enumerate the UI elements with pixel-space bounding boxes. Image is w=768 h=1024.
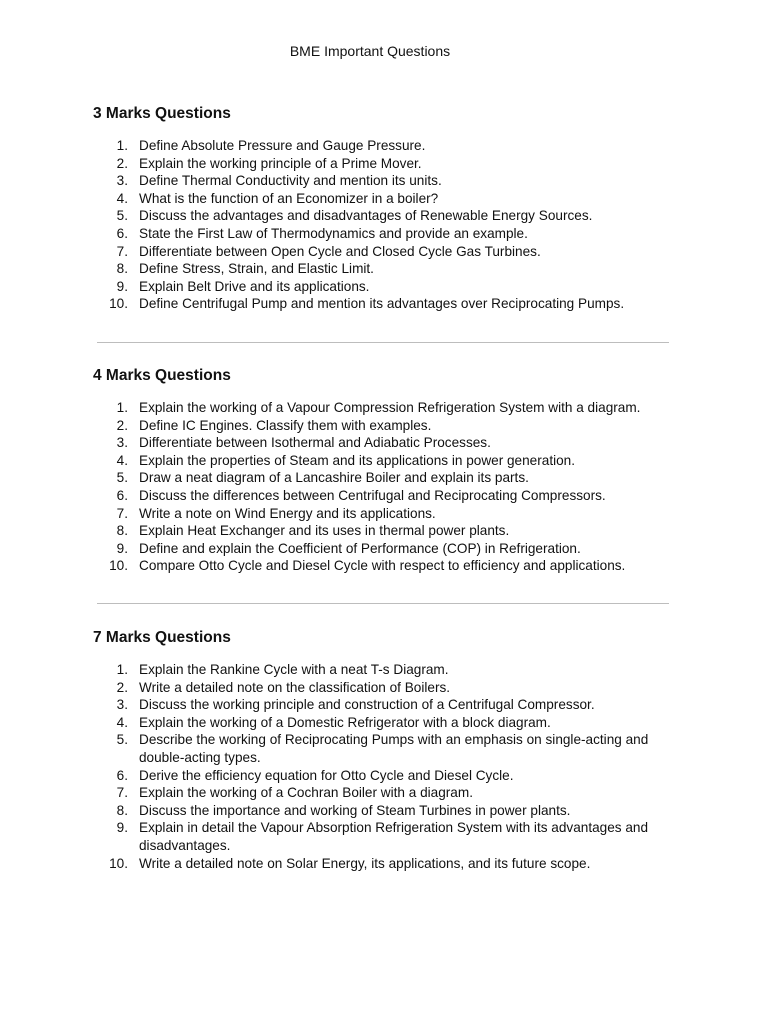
item-text: Define Thermal Conductivity and mention its units. [139, 173, 442, 189]
item-number: 3. [116, 173, 128, 189]
item-number: 8. [116, 261, 128, 277]
item-number: 2. [116, 417, 128, 433]
section-divider [97, 342, 669, 343]
document-title: BME Important Questions [289, 43, 451, 59]
list-item [93, 679, 683, 697]
list-item [93, 243, 683, 261]
item-number: 5. [116, 208, 128, 224]
item-text: Explain Belt Drive and its applications. [139, 278, 370, 294]
item-text: State the First Law of Thermodynamics and provide an example. [139, 225, 528, 241]
item-text: Define and explain the Coefficient of Performance (COP) in Refrigeration. [139, 540, 581, 556]
item-number: 6. [116, 767, 128, 783]
section-3-marks [93, 104, 683, 313]
item-text: Define IC Engines. Classify them with examples. [139, 417, 432, 433]
item-text: Write a detailed note on Solar Energy, its applications, and its future scope. [139, 855, 591, 871]
item-text: Explain the working of a Vapour Compression Refrigeration System with a diagram. [139, 400, 641, 415]
list-item [93, 696, 683, 714]
list-item [93, 819, 683, 854]
item-number: 4. [116, 714, 128, 730]
list-item [93, 784, 683, 802]
list-item [93, 207, 683, 225]
question-list [93, 137, 683, 313]
item-number: 1. [116, 138, 128, 153]
list-item [93, 540, 683, 558]
item-number: 6. [116, 487, 128, 503]
item-text: Draw a neat diagram of a Lancashire Boiler and explain its parts. [139, 470, 529, 486]
section-divider [97, 603, 669, 604]
item-text: Define Stress, Strain, and Elastic Limit. [139, 261, 374, 277]
list-item [93, 469, 683, 487]
list-item [93, 487, 683, 505]
list-item [93, 260, 683, 278]
item-text: Explain the working of a Cochran Boiler with a diagram. [139, 785, 473, 801]
section-heading: 4 Marks Questions [93, 367, 231, 384]
item-text: Discuss the working principle and construction of a Centrifugal Compressor. [139, 697, 595, 713]
item-text: Define Absolute Pressure and Gauge Pressure. [139, 138, 426, 153]
list-item [93, 767, 683, 785]
item-text: Explain the Rankine Cycle with a neat T-s Diagram. [139, 662, 449, 677]
item-text: Write a detailed note on the classification of Boilers. [139, 679, 451, 695]
item-number: 10. [109, 558, 128, 574]
item-number: 2. [116, 155, 128, 171]
item-number: 9. [116, 540, 128, 556]
item-text: Explain the working principle of a Prime Mover. [139, 155, 422, 171]
item-text: What is the function of an Economizer in a boiler? [139, 190, 439, 206]
item-number: 1. [116, 400, 128, 415]
list-item [93, 557, 683, 575]
list-item [93, 452, 683, 470]
item-text: Discuss the differences between Centrifugal and Reciprocating Compressors. [139, 487, 606, 503]
item-text: Define Centrifugal Pump and mention its advantages over Reciprocating Pumps. [139, 296, 625, 312]
item-number: 10. [109, 296, 128, 312]
list-item [93, 802, 683, 820]
item-text: Explain the working of a Domestic Refrigerator with a block diagram. [139, 714, 551, 730]
item-number: 3. [116, 435, 128, 451]
list-item [93, 714, 683, 732]
item-number: 4. [116, 190, 128, 206]
item-number: 7. [116, 505, 128, 521]
section-4-marks [93, 366, 683, 575]
item-text: Explain the properties of Steam and its applications in power generation. [139, 452, 576, 468]
item-number: 5. [116, 732, 128, 748]
list-item [93, 434, 683, 452]
item-text: Compare Otto Cycle and Diesel Cycle with respect to efficiency and applications. [139, 558, 626, 574]
item-number: 2. [116, 679, 128, 695]
list-item [93, 137, 683, 155]
item-text: Write a note on Wind Energy and its applications. [139, 505, 436, 521]
question-list [93, 399, 683, 575]
item-number: 9. [116, 278, 128, 294]
item-number: 3. [116, 697, 128, 713]
item-text: Derive the efficiency equation for Otto Cycle and Diesel Cycle. [139, 767, 514, 783]
list-item [93, 505, 683, 523]
item-number: 7. [116, 785, 128, 801]
item-number: 7. [116, 243, 128, 259]
list-item [93, 731, 683, 766]
section-heading: 7 Marks Questions [93, 629, 231, 646]
section-heading: 3 Marks Questions [93, 105, 231, 122]
item-number: 5. [116, 470, 128, 486]
item-number: 8. [116, 523, 128, 539]
item-text: Differentiate between Open Cycle and Closed Cycle Gas Turbines. [139, 243, 541, 259]
list-item [93, 661, 683, 679]
item-text: Differentiate between Isothermal and Adiabatic Processes. [139, 435, 491, 451]
item-number: 1. [116, 662, 128, 677]
question-list [93, 661, 683, 872]
item-number: 6. [116, 225, 128, 241]
item-number: 4. [116, 452, 128, 468]
list-item [93, 155, 683, 173]
list-item [93, 399, 683, 417]
list-item [93, 172, 683, 190]
item-number: 9. [116, 820, 128, 836]
list-item [93, 417, 683, 435]
list-item [93, 522, 683, 540]
item-text: Describe the working of Reciprocating Pumps with an emphasis on single-acting and double-acting types. [139, 732, 649, 765]
item-text: Discuss the importance and working of Steam Turbines in power plants. [139, 802, 571, 818]
section-7-marks [93, 628, 683, 872]
item-text: Discuss the advantages and disadvantages of Renewable Energy Sources. [139, 208, 593, 224]
list-item [93, 295, 683, 313]
list-item [93, 225, 683, 243]
list-item [93, 855, 683, 873]
item-number: 8. [116, 802, 128, 818]
list-item [93, 190, 683, 208]
item-number: 10. [109, 855, 128, 871]
list-item [93, 278, 683, 296]
item-text: Explain in detail the Vapour Absorption Refrigeration System with its advantages and disadvantages. [139, 820, 649, 853]
item-text: Explain Heat Exchanger and its uses in thermal power plants. [139, 523, 510, 539]
